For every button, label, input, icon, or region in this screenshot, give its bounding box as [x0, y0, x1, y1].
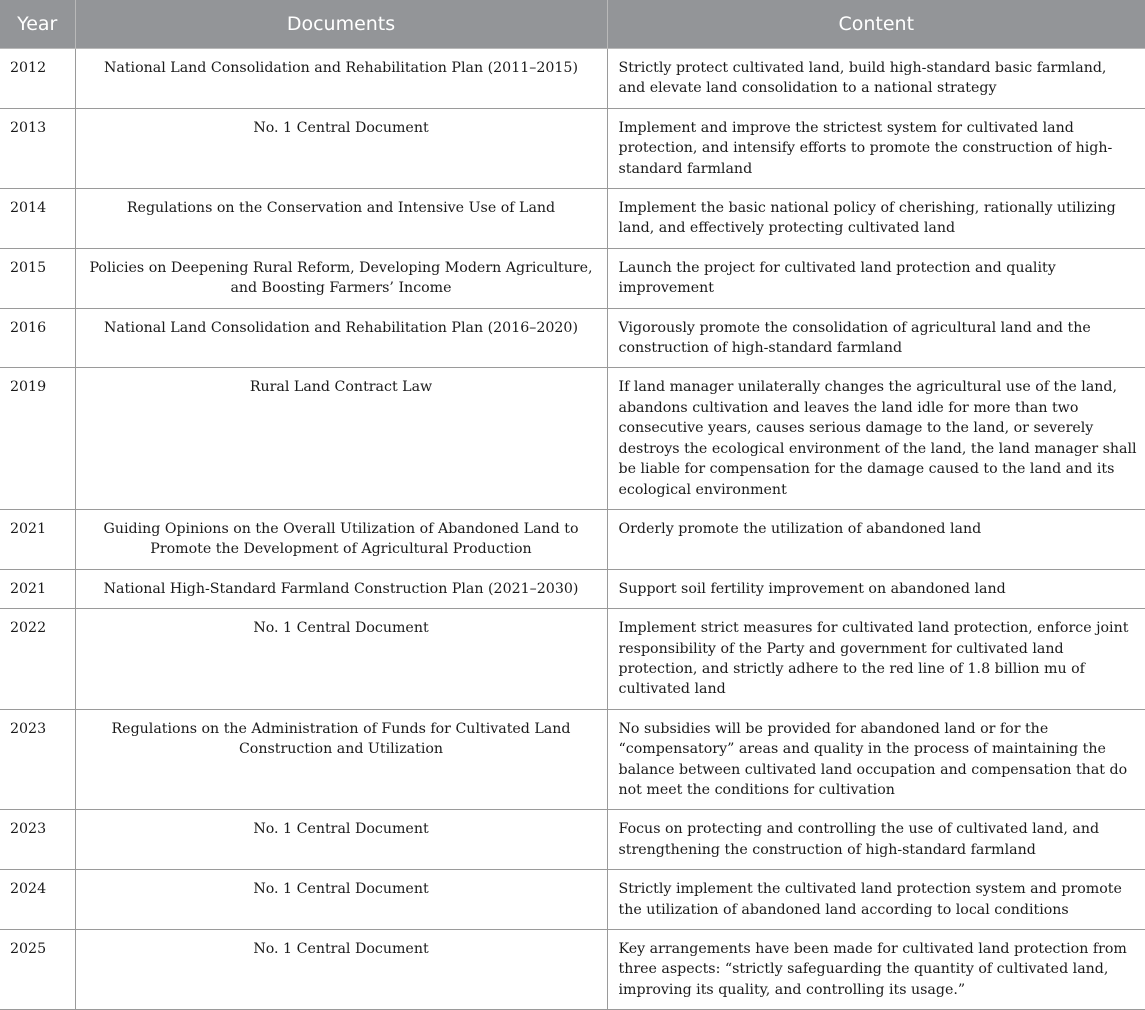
- document-cell: No. 1 Central Document: [75, 930, 607, 1010]
- content-cell: Implement the basic national policy of cherishing, rationally utilizing land, and effectively protecting cultivated land: [607, 189, 1145, 249]
- year-cell: 2012: [0, 49, 75, 109]
- document-cell: National High-Standard Farmland Construction Plan (2021–2030): [75, 569, 607, 608]
- document-cell: Rural Land Contract Law: [75, 368, 607, 509]
- content-cell: Support soil fertility improvement on abandoned land: [607, 569, 1145, 608]
- table-row: [0, 810, 1145, 870]
- document-cell: Regulations on the Administration of Funds for Cultivated Land Construction and Utilization: [75, 709, 607, 810]
- year-cell: 2024: [0, 870, 75, 930]
- content-cell: Key arrangements have been made for cultivated land protection from three aspects: “strictly safeguarding the quantity of cultivated land, improving its quality, and controlling its usage.”: [607, 930, 1145, 1010]
- document-cell: Regulations on the Conservation and Intensive Use of Land: [75, 189, 607, 249]
- table-row: [0, 248, 1145, 308]
- content-cell: No subsidies will be provided for abandoned land or for the “compensatory” areas and quality in the process of maintaining the balance between cultivated land occupation and compensation that do not meet the conditions for cultivation: [607, 709, 1145, 810]
- table-row: [0, 49, 1145, 109]
- table-header: [0, 0, 1145, 49]
- document-cell: No. 1 Central Document: [75, 609, 607, 710]
- content-cell: Strictly protect cultivated land, build high-standard basic farmland, and elevate land consolidation to a national strategy: [607, 49, 1145, 109]
- year-cell: 2022: [0, 609, 75, 710]
- table-row: [0, 308, 1145, 368]
- table-row: [0, 709, 1145, 810]
- content-cell: If land manager unilaterally changes the agricultural use of the land, abandons cultivation and leaves the land idle for more than two consecutive years, causes serious damage to the land, or severely destroys the ecological environment of the land, the land manager shall be liable for compensation for the damage caused to the land and its ecological environment: [607, 368, 1145, 509]
- content-cell: Launch the project for cultivated land protection and quality improvement: [607, 248, 1145, 308]
- content-cell: Strictly implement the cultivated land protection system and promote the utilization of abandoned land according to local conditions: [607, 870, 1145, 930]
- content-cell: Implement and improve the strictest system for cultivated land protection, and intensify efforts to promote the construction of high-standard farmland: [607, 108, 1145, 188]
- document-cell: Policies on Deepening Rural Reform, Developing Modern Agriculture, and Boosting Farmers’ Income: [75, 248, 607, 308]
- document-cell: No. 1 Central Document: [75, 810, 607, 870]
- header-row: [0, 0, 1145, 49]
- document-cell: National Land Consolidation and Rehabilitation Plan (2011–2015): [75, 49, 607, 109]
- year-cell: 2014: [0, 189, 75, 249]
- content-cell: Focus on protecting and controlling the use of cultivated land, and strengthening the construction of high-standard farmland: [607, 810, 1145, 870]
- header-documents: Documents: [75, 0, 607, 49]
- table-row: [0, 609, 1145, 710]
- table-row: [0, 368, 1145, 509]
- table-row: [0, 189, 1145, 249]
- year-cell: 2016: [0, 308, 75, 368]
- content-cell: Vigorously promote the consolidation of agricultural land and the construction of high-standard farmland: [607, 308, 1145, 368]
- table-row: [0, 569, 1145, 608]
- year-cell: 2015: [0, 248, 75, 308]
- table-row: [0, 509, 1145, 569]
- header-content: Content: [607, 0, 1145, 49]
- table-row: [0, 108, 1145, 188]
- content-cell: Orderly promote the utilization of abandoned land: [607, 509, 1145, 569]
- document-cell: Guiding Opinions on the Overall Utilization of Abandoned Land to Promote the Development of Agricultural Production: [75, 509, 607, 569]
- year-cell: 2021: [0, 509, 75, 569]
- header-year: Year: [0, 0, 75, 49]
- content-cell: Implement strict measures for cultivated land protection, enforce joint responsibility of the Party and government for cultivated land protection, and strictly adhere to the red line of 1.8 billion mu of cultivated land: [607, 609, 1145, 710]
- year-cell: 2013: [0, 108, 75, 188]
- document-cell: No. 1 Central Document: [75, 870, 607, 930]
- year-cell: 2019: [0, 368, 75, 509]
- year-cell: 2021: [0, 569, 75, 608]
- table-row: [0, 930, 1145, 1010]
- year-cell: 2025: [0, 930, 75, 1010]
- year-cell: 2023: [0, 709, 75, 810]
- year-cell: 2023: [0, 810, 75, 870]
- document-cell: No. 1 Central Document: [75, 108, 607, 188]
- table-body: [0, 49, 1145, 1010]
- document-cell: National Land Consolidation and Rehabilitation Plan (2016–2020): [75, 308, 607, 368]
